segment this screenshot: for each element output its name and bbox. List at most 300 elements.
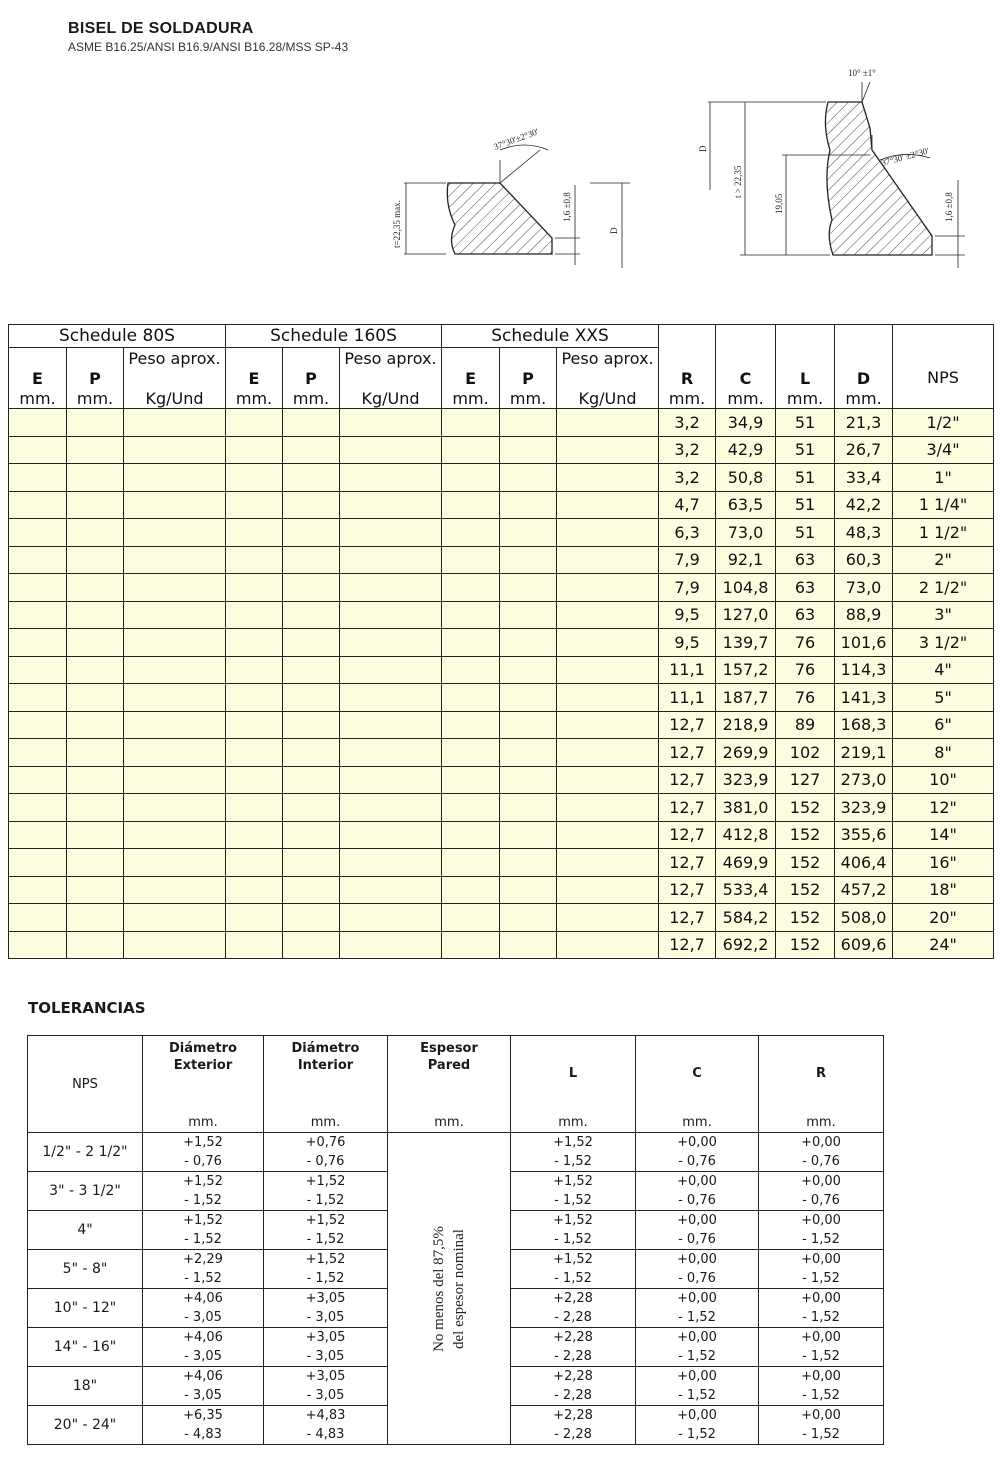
tol-value: - 0,76 [802, 1154, 840, 1169]
cell-l: 63 [776, 601, 835, 629]
cell-l: 152 [776, 904, 835, 932]
empty-cell [340, 656, 442, 684]
empty-cell [340, 629, 442, 657]
empty-cell [283, 629, 340, 657]
cell-d: 101,6 [835, 629, 893, 657]
empty-cell [9, 821, 67, 849]
tol-value: - 1,52 [802, 1388, 840, 1403]
cell-r: 7,9 [659, 574, 716, 602]
tol-value: +0,00 [801, 1252, 841, 1267]
peso-header: Peso aprox. [557, 348, 659, 369]
empty-cell [124, 409, 226, 437]
tol-r-cell [759, 1367, 884, 1406]
empty-cell [9, 876, 67, 904]
empty-cell [283, 711, 340, 739]
cell-d: 60,3 [835, 546, 893, 574]
empty-cell [557, 574, 659, 602]
tol-value: - 0,76 [678, 1154, 716, 1169]
tol-value: - 3,05 [184, 1388, 222, 1403]
tol-di-cell [264, 1211, 388, 1250]
empty-cell [500, 464, 557, 492]
empty-cell [442, 519, 500, 547]
bevel-diagram-left [392, 126, 630, 268]
cell-c: 92,1 [716, 546, 776, 574]
empty-cell [9, 739, 67, 767]
tol-unit: mm. [558, 1115, 588, 1130]
empty-cell [226, 519, 283, 547]
left-d-label: D [609, 227, 619, 234]
cell-l: 152 [776, 876, 835, 904]
tol-nps-cell: 14" - 16" [28, 1328, 143, 1367]
cell-l: 51 [776, 464, 835, 492]
tol-nps-cell: 18" [28, 1367, 143, 1406]
table-row [9, 629, 994, 657]
cell-l: 63 [776, 574, 835, 602]
tol-value: +1,52 [183, 1213, 223, 1228]
cell-nps: 14" [893, 821, 994, 849]
tol-di-cell [264, 1172, 388, 1211]
empty-cell [283, 849, 340, 877]
tol-value: +2,28 [553, 1291, 593, 1306]
tol-value: +1,52 [553, 1135, 593, 1150]
right-thickness-label: t > 22,35 [733, 165, 743, 198]
cell-d: 21,3 [835, 409, 893, 437]
empty-cell [67, 904, 124, 932]
empty-cell [67, 464, 124, 492]
tol-c-cell [636, 1289, 759, 1328]
cell-nps: 1 1/2" [893, 519, 994, 547]
cell-c: 34,9 [716, 409, 776, 437]
table-row [9, 464, 994, 492]
empty-cell [9, 794, 67, 822]
cell-d: 323,9 [835, 794, 893, 822]
tol-de-cell [143, 1172, 264, 1211]
cell-nps: 2" [893, 546, 994, 574]
cell-l: 51 [776, 519, 835, 547]
tol-nps-cell: 1/2" - 2 1/2" [28, 1133, 143, 1172]
tol-value: - 3,05 [184, 1349, 222, 1364]
empty-cell [283, 574, 340, 602]
cell-d: 219,1 [835, 739, 893, 767]
empty-cell [226, 684, 283, 712]
tol-ep-label-1: Espesor [420, 1041, 478, 1056]
empty-cell [226, 876, 283, 904]
cell-d: 609,6 [835, 931, 893, 959]
empty-cell [500, 629, 557, 657]
empty-cell [67, 931, 124, 959]
tol-l-cell [511, 1250, 636, 1289]
empty-cell [226, 409, 283, 437]
cell-c: 157,2 [716, 656, 776, 684]
cell-c: 469,9 [716, 849, 776, 877]
tol-value: - 1,52 [306, 1271, 345, 1286]
cell-l: 51 [776, 436, 835, 464]
empty-cell [500, 904, 557, 932]
empty-cell [557, 656, 659, 684]
tol-value: +2,28 [553, 1330, 593, 1345]
tol-r-cell [759, 1211, 884, 1250]
cell-r: 12,7 [659, 711, 716, 739]
cell-nps: 12" [893, 794, 994, 822]
tol-di-label-1: Diámetro [291, 1041, 360, 1056]
tol-value: +0,00 [801, 1174, 841, 1189]
empty-cell [9, 656, 67, 684]
empty-cell [340, 574, 442, 602]
cell-r: 12,7 [659, 739, 716, 767]
empty-cell [500, 409, 557, 437]
tol-value: +3,05 [305, 1291, 346, 1306]
empty-cell [67, 821, 124, 849]
tol-value: - 0,76 [802, 1193, 840, 1208]
empty-cell [340, 711, 442, 739]
cell-l: 76 [776, 629, 835, 657]
empty-cell [442, 821, 500, 849]
tolerancias-title: TOLERANCIAS [28, 999, 146, 1017]
cell-c: 218,9 [716, 711, 776, 739]
cell-r: 7,9 [659, 546, 716, 574]
tol-value: - 1,52 [678, 1349, 716, 1364]
tol-wall-note-cell [388, 1133, 511, 1445]
empty-cell [283, 766, 340, 794]
cell-nps: 2 1/2" [893, 574, 994, 602]
tol-value: - 1,52 [678, 1427, 716, 1442]
unit-mm: mm. [776, 388, 835, 409]
cell-r: 9,5 [659, 629, 716, 657]
empty-cell [340, 519, 442, 547]
cell-c: 63,5 [716, 491, 776, 519]
empty-cell [340, 821, 442, 849]
empty-cell [442, 656, 500, 684]
cell-nps: 18" [893, 876, 994, 904]
table-row [9, 739, 994, 767]
tol-value: +1,52 [553, 1252, 593, 1267]
table-row [9, 876, 994, 904]
tol-r-cell [759, 1250, 884, 1289]
empty-cell [557, 464, 659, 492]
tol-value: +0,00 [677, 1291, 717, 1306]
empty-cell [67, 684, 124, 712]
empty-cell [557, 904, 659, 932]
tol-l-cell [511, 1367, 636, 1406]
empty-cell [67, 491, 124, 519]
empty-cell [283, 464, 340, 492]
left-land-label: 1,6 ±0,8 [562, 192, 572, 222]
tol-nps-cell: 4" [28, 1211, 143, 1250]
tol-value: - 1,52 [554, 1232, 592, 1247]
tol-unit: mm. [434, 1115, 464, 1130]
unit-kg: Kg/Und [340, 388, 442, 409]
cell-c: 533,4 [716, 876, 776, 904]
cell-d: 114,3 [835, 656, 893, 684]
tol-value: +0,00 [677, 1369, 717, 1384]
tol-value: +2,28 [553, 1408, 593, 1423]
table-row [9, 574, 994, 602]
tol-value: - 1,52 [678, 1388, 716, 1403]
tol-c-header [636, 1036, 759, 1133]
empty-cell [124, 876, 226, 904]
tol-value: +0,00 [801, 1291, 841, 1306]
tol-value: - 3,05 [306, 1388, 345, 1403]
empty-cell [500, 684, 557, 712]
cell-r: 12,7 [659, 904, 716, 932]
group-header-160s: Schedule 160S [226, 325, 442, 348]
empty-cell [340, 464, 442, 492]
empty-cell [340, 491, 442, 519]
tol-r-cell [759, 1133, 884, 1172]
empty-cell [557, 711, 659, 739]
empty-cell [226, 546, 283, 574]
empty-cell [500, 739, 557, 767]
tol-value: +4,06 [183, 1330, 223, 1345]
empty-cell [226, 464, 283, 492]
tol-c-cell [636, 1211, 759, 1250]
empty-cell [340, 739, 442, 767]
tol-nps-header: NPS [28, 1036, 143, 1133]
empty-cell [557, 849, 659, 877]
tol-value: - 2,28 [554, 1388, 592, 1403]
table-row [9, 766, 994, 794]
tol-value: +2,29 [183, 1252, 223, 1267]
tol-unit: mm. [188, 1115, 218, 1130]
empty-cell [9, 849, 67, 877]
cell-r: 4,7 [659, 491, 716, 519]
tol-value: - 1,52 [306, 1193, 345, 1208]
left-angle-label: 37°30'±2°30' [492, 126, 540, 152]
empty-cell [9, 409, 67, 437]
tol-l-cell [511, 1328, 636, 1367]
tol-nps-cell: 20" - 24" [28, 1406, 143, 1445]
cell-nps: 8" [893, 739, 994, 767]
empty-cell [283, 794, 340, 822]
tolerancias-table [27, 1035, 884, 1445]
tol-c-cell [636, 1133, 759, 1172]
tol-di-cell [264, 1367, 388, 1406]
tol-value: - 1,52 [802, 1232, 840, 1247]
cell-nps: 20" [893, 904, 994, 932]
empty-cell [500, 876, 557, 904]
cell-d: 508,0 [835, 904, 893, 932]
empty-cell [500, 519, 557, 547]
tol-value: +1,52 [183, 1174, 223, 1189]
unit-mm: mm. [716, 388, 776, 409]
tol-value: - 1,52 [802, 1310, 840, 1325]
tol-value: +6,35 [183, 1408, 223, 1423]
empty-cell [9, 629, 67, 657]
cell-l: 76 [776, 684, 835, 712]
table-row [9, 546, 994, 574]
tol-de-cell [143, 1133, 264, 1172]
tol-c-cell [636, 1250, 759, 1289]
unit-mm: mm. [226, 388, 283, 409]
tol-value: +0,00 [677, 1135, 717, 1150]
tol-value: +2,28 [553, 1369, 593, 1384]
empty-cell [226, 794, 283, 822]
unit-mm: mm. [9, 388, 67, 409]
cell-d: 273,0 [835, 766, 893, 794]
cell-d: 33,4 [835, 464, 893, 492]
empty-cell [67, 436, 124, 464]
table-row [9, 656, 994, 684]
tol-di-header [264, 1036, 388, 1133]
empty-cell [67, 629, 124, 657]
tol-l-cell [511, 1211, 636, 1250]
tol-de-cell [143, 1406, 264, 1445]
empty-cell [283, 409, 340, 437]
tol-value: - 1,52 [184, 1193, 222, 1208]
cell-l: 51 [776, 409, 835, 437]
table-row [9, 821, 994, 849]
tol-value: +0,00 [677, 1213, 717, 1228]
empty-cell [124, 794, 226, 822]
unit-kg: Kg/Und [557, 388, 659, 409]
empty-cell [226, 601, 283, 629]
empty-cell [557, 409, 659, 437]
cell-d: 457,2 [835, 876, 893, 904]
cell-l: 127 [776, 766, 835, 794]
empty-cell [124, 436, 226, 464]
tol-de-header [143, 1036, 264, 1133]
tol-wall-note-line-1: No menos del 87,5% [431, 1225, 447, 1352]
cell-c: 127,0 [716, 601, 776, 629]
empty-cell [557, 766, 659, 794]
empty-cell [442, 711, 500, 739]
tol-value: +3,05 [305, 1330, 346, 1345]
cell-c: 269,9 [716, 739, 776, 767]
empty-cell [500, 711, 557, 739]
tol-value: +4,06 [183, 1291, 223, 1306]
table-row [9, 849, 994, 877]
empty-cell [9, 904, 67, 932]
unit-mm: mm. [659, 388, 716, 409]
tol-de-cell [143, 1328, 264, 1367]
tol-value: +0,00 [801, 1213, 841, 1228]
tol-value: +0,00 [677, 1330, 717, 1345]
empty-cell [340, 409, 442, 437]
tol-de-cell [143, 1211, 264, 1250]
cell-c: 139,7 [716, 629, 776, 657]
empty-cell [340, 904, 442, 932]
tol-r-cell [759, 1406, 884, 1445]
empty-cell [283, 436, 340, 464]
tol-r-cell [759, 1289, 884, 1328]
tol-ep-label-2: Pared [427, 1058, 471, 1073]
group-header-80s: Schedule 80S [9, 325, 226, 348]
e-header: E [9, 368, 67, 388]
r-header: R [659, 368, 716, 388]
unit-mm: mm. [283, 388, 340, 409]
tol-value: - 1,52 [802, 1427, 840, 1442]
empty-cell [500, 436, 557, 464]
empty-cell [557, 821, 659, 849]
tol-de-cell [143, 1367, 264, 1406]
empty-cell [442, 436, 500, 464]
empty-cell [124, 931, 226, 959]
table-row [9, 409, 994, 437]
tol-r-label: R [815, 1066, 826, 1081]
empty-cell [340, 436, 442, 464]
empty-cell [67, 766, 124, 794]
tol-de-label-1: Diámetro [169, 1041, 237, 1056]
cell-r: 12,7 [659, 766, 716, 794]
empty-cell [442, 546, 500, 574]
empty-cell [340, 931, 442, 959]
cell-d: 355,6 [835, 821, 893, 849]
empty-cell [557, 519, 659, 547]
cell-nps: 24" [893, 931, 994, 959]
tol-l-header [511, 1036, 636, 1133]
tol-value: - 1,52 [554, 1154, 592, 1169]
empty-cell [124, 629, 226, 657]
cell-l: 152 [776, 849, 835, 877]
p-header: P [67, 368, 124, 388]
empty-cell [500, 821, 557, 849]
empty-cell [226, 904, 283, 932]
tol-r-cell [759, 1172, 884, 1211]
peso-header: Peso aprox. [340, 348, 442, 369]
empty-cell [283, 876, 340, 904]
empty-cell [500, 849, 557, 877]
empty-cell [226, 766, 283, 794]
cell-d: 42,2 [835, 491, 893, 519]
cell-r: 12,7 [659, 849, 716, 877]
tol-value: - 0,76 [306, 1154, 345, 1169]
cell-r: 3,2 [659, 464, 716, 492]
cell-d: 88,9 [835, 601, 893, 629]
empty-cell [557, 491, 659, 519]
p-header: P [500, 368, 557, 388]
empty-cell [226, 436, 283, 464]
cell-l: 102 [776, 739, 835, 767]
cell-nps: 16" [893, 849, 994, 877]
cell-r: 6,3 [659, 519, 716, 547]
page-subtitle: ASME B16.25/ANSI B16.9/ANSI B16.28/MSS SP-43 [68, 40, 349, 54]
empty-cell [283, 904, 340, 932]
right-height-label: 19,05 [774, 193, 784, 214]
empty-cell [226, 849, 283, 877]
empty-cell [67, 739, 124, 767]
empty-cell [9, 931, 67, 959]
empty-cell [442, 766, 500, 794]
empty-cell [442, 931, 500, 959]
cell-c: 692,2 [716, 931, 776, 959]
empty-cell [124, 464, 226, 492]
tol-value: - 3,05 [306, 1310, 345, 1325]
cell-nps: 3" [893, 601, 994, 629]
cell-r: 12,7 [659, 794, 716, 822]
e-header: E [226, 368, 283, 388]
empty-cell [500, 491, 557, 519]
empty-cell [442, 904, 500, 932]
tol-di-cell [264, 1250, 388, 1289]
tol-value: - 2,28 [554, 1349, 592, 1364]
empty-cell [9, 766, 67, 794]
empty-cell [67, 849, 124, 877]
empty-cell [283, 519, 340, 547]
table-row [9, 931, 994, 959]
empty-cell [124, 711, 226, 739]
empty-cell [340, 849, 442, 877]
tol-value: - 0,76 [678, 1232, 716, 1247]
tol-r-cell [759, 1328, 884, 1367]
tol-value: - 1,52 [184, 1232, 222, 1247]
empty-cell [226, 491, 283, 519]
tol-unit: mm. [806, 1115, 836, 1130]
tol-value: +0,00 [801, 1135, 841, 1150]
right-d-label: D [698, 145, 708, 152]
empty-cell [442, 739, 500, 767]
right-land-label: 1,6 ±0,8 [944, 192, 954, 222]
d-header: D [835, 368, 893, 388]
